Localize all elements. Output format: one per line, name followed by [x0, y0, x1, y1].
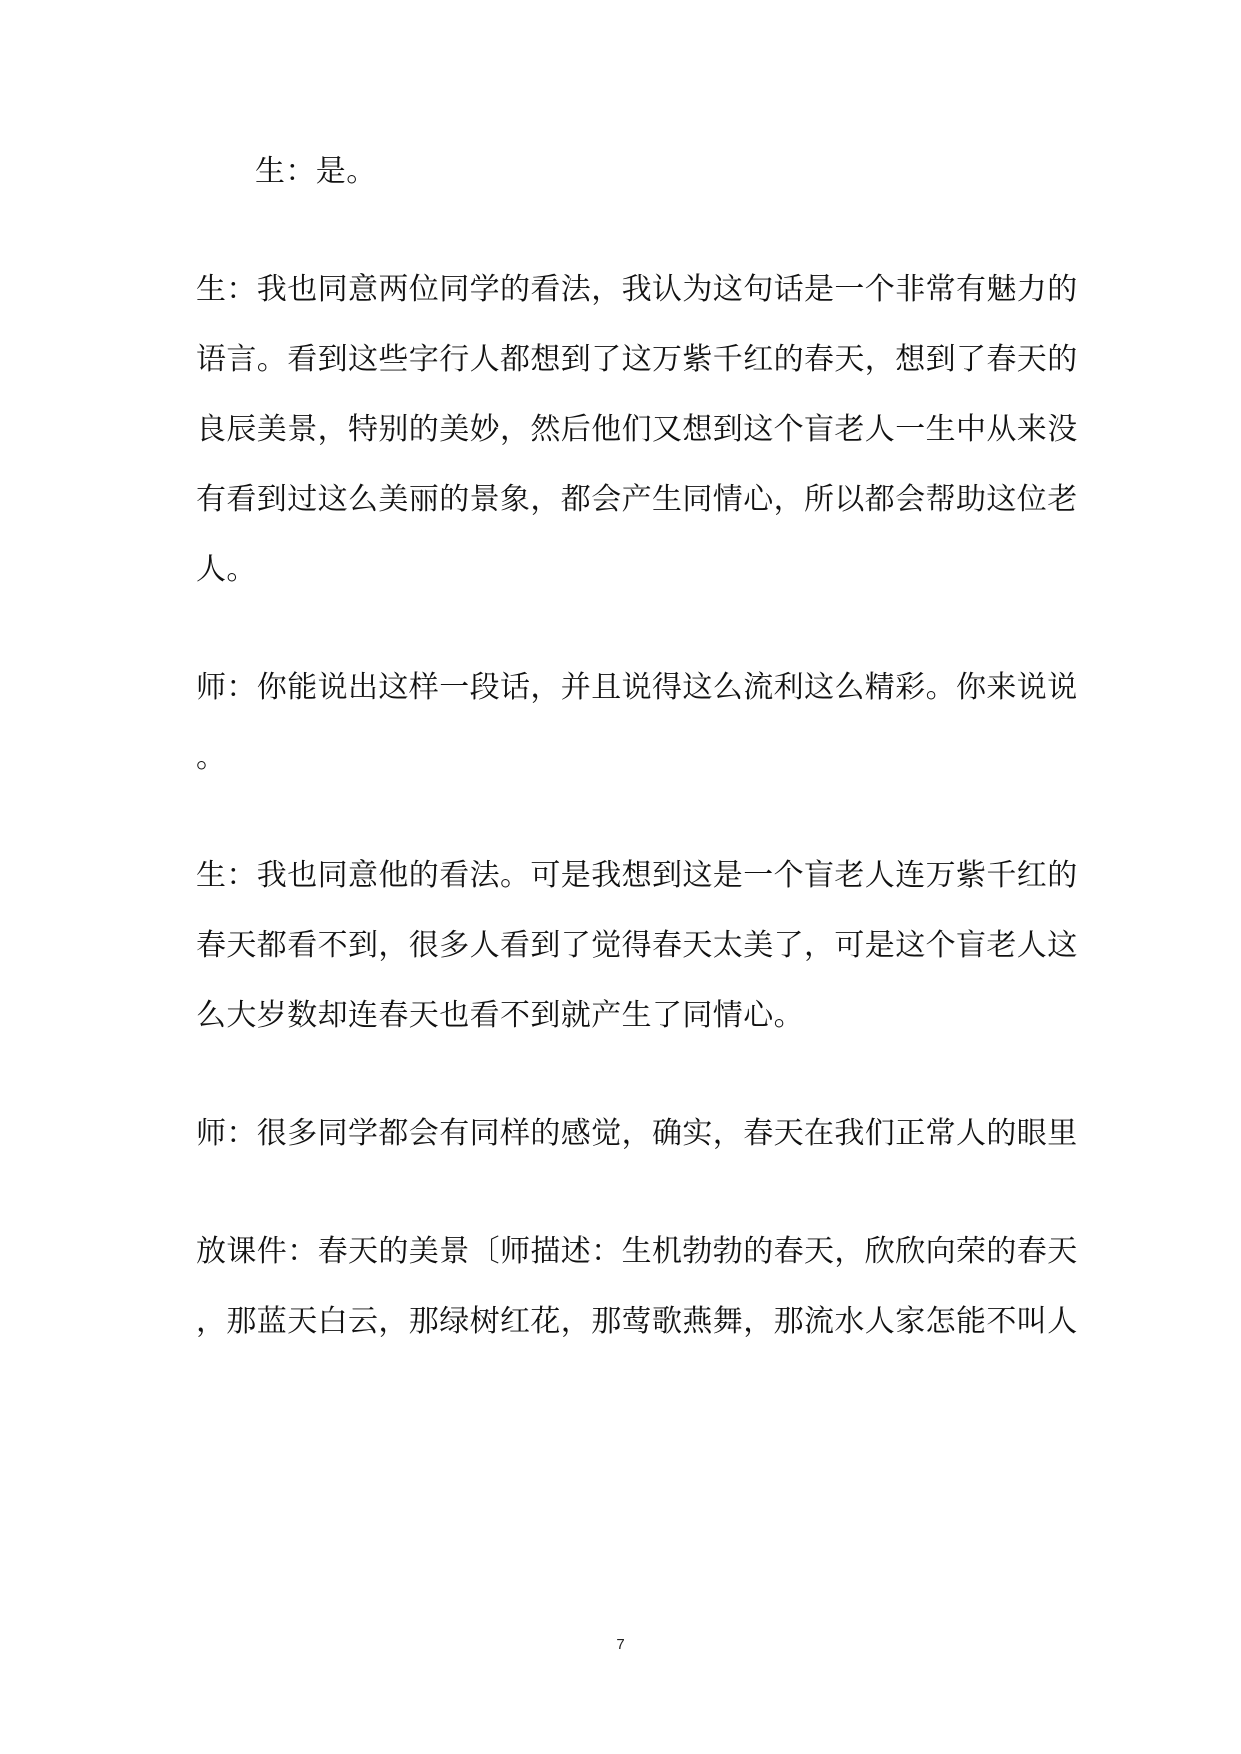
text-line: 春天都看不到，很多人看到了觉得春天太美了，可是这个盲老人这 [196, 928, 1078, 963]
text-line: 师：你能说出这样一段话，并且说得这么流利这么精彩。你来说说 [196, 670, 1078, 705]
text-line: 生：我也同意他的看法。可是我想到这是一个盲老人连万紫千红的 [196, 858, 1078, 893]
text-line: 生：我也同意两位同学的看法，我认为这句话是一个非常有魅力的 [196, 272, 1078, 307]
page-number: 7 [616, 1636, 625, 1653]
text-line: 师：很多同学都会有同样的感觉，确实，春天在我们正常人的眼里 [196, 1116, 1078, 1151]
text-line: 。 [196, 740, 227, 775]
text-line: ，那蓝天白云，那绿树红花，那莺歌燕舞，那流水人家怎能不叫人 [196, 1304, 1078, 1339]
text-line: 有看到过这么美丽的景象，都会产生同情心，所以都会帮助这位老 [196, 482, 1078, 517]
text-line: 生：是。 [255, 154, 377, 189]
text-line: 放课件：春天的美景〔师描述：生机勃勃的春天，欣欣向荣的春天 [196, 1234, 1078, 1269]
text-line: 么大岁数却连春天也看不到就产生了同情心。 [196, 998, 804, 1033]
text-line: 人。 [196, 552, 257, 587]
text-line: 语言。看到这些字行人都想到了这万紫千红的春天，想到了春天的 [196, 342, 1078, 377]
text-line: 良辰美景，特别的美妙，然后他们又想到这个盲老人一生中从来没 [196, 412, 1078, 447]
